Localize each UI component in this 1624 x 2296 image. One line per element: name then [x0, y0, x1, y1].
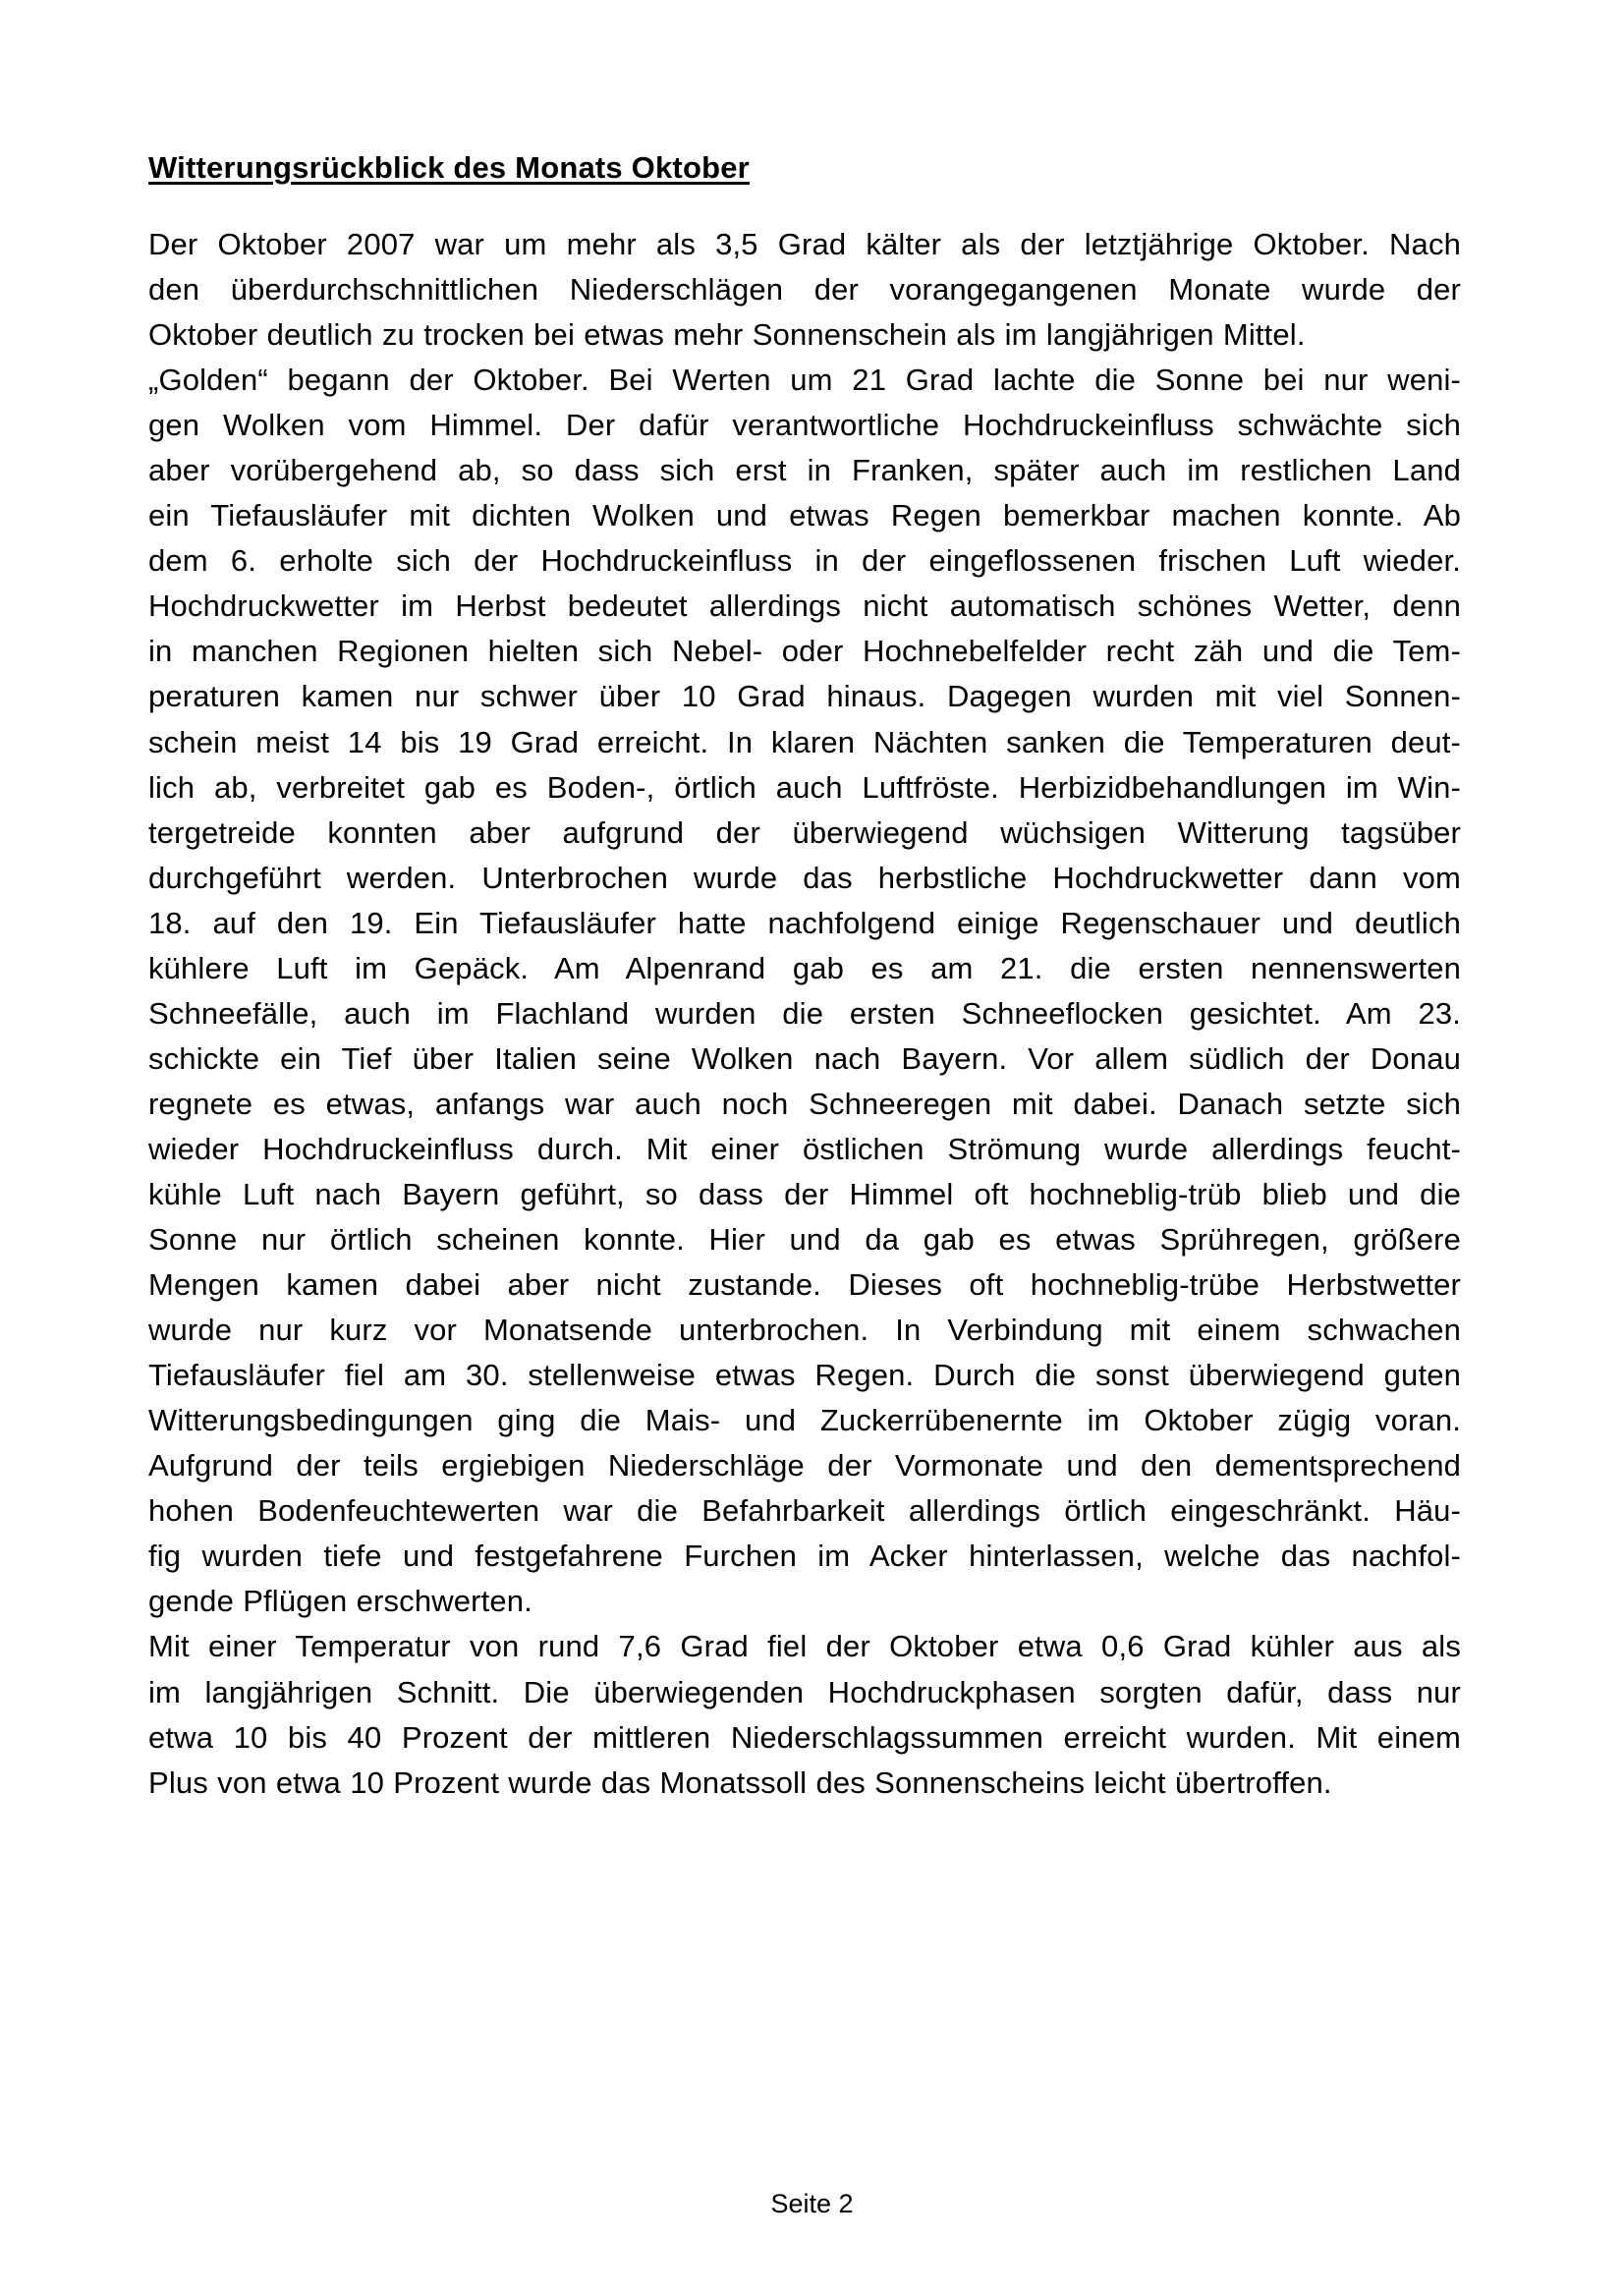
text-line: durchgeführt werden. Unterbrochen wurde das herbstliche Hochdruckwetter dann vom — [148, 860, 1461, 895]
text-line: Mit einer Temperatur von rund 7,6 Grad fiel der Oktober etwa 0,6 Grad kühler aus als — [148, 1629, 1461, 1664]
text-line: Sonne nur örtlich scheinen konnte. Hier und da gab es etwas Sprühregen, größere — [148, 1222, 1461, 1258]
text-line: schein meist 14 bis 19 Grad erreicht. In klaren Nächten sanken die Temperaturen deut- — [148, 724, 1461, 759]
page-number: Seite 2 — [770, 2189, 854, 2218]
text-line: ein Tiefausläufer mit dichten Wolken und etwas Regen bemerkbar machen konnte. Ab — [148, 498, 1461, 533]
text-line: kühlere Luft im Gepäck. Am Alpenrand gab es am 21. die ersten nennenswerten — [148, 950, 1461, 985]
page-title: Witterungsrückblick des Monats Oktober — [148, 150, 750, 185]
text-line: kühle Luft nach Bayern geführt, so dass der Himmel oft hochneblig-trüb blieb und die — [148, 1176, 1461, 1211]
text-line: Witterungsbedingungen ging die Mais- und Zuckerrübenernte im Oktober zügig voran. — [148, 1403, 1461, 1438]
paragraph — [148, 222, 1461, 358]
text-line: fig wurden tiefe und festgefahrene Furchen im Acker hinterlassen, welche das nachfol- — [148, 1539, 1461, 1574]
text-line: in manchen Regionen hielten sich Nebel- oder Hochnebelfelder recht zäh und die Tem- — [148, 634, 1461, 669]
text-line: Plus von etwa 10 Prozent wurde das Monatssoll des Sonnenscheins leicht übertroffen. — [148, 1764, 1332, 1800]
paragraph — [148, 358, 1461, 1624]
text-line: 18. auf den 19. Ein Tiefausläufer hatte nachfolgend einige Regenschauer und deutlich — [148, 905, 1461, 940]
text-line: regnete es etwas, anfangs war auch noch Schneeregen mit dabei. Danach setzte sich — [148, 1086, 1461, 1121]
text-line: peraturen kamen nur schwer über 10 Grad hinaus. Dagegen wurden mit viel Sonnen- — [148, 679, 1461, 714]
text-line: Tiefausläufer fiel am 30. stellenweise etwas Regen. Durch die sonst überwiegend guten — [148, 1358, 1461, 1393]
text-line: gen Wolken vom Himmel. Der dafür verantwortliche Hochdruckeinfluss schwächte sich — [148, 408, 1461, 443]
text-line: wurde nur kurz vor Monatsende unterbrochen. In Verbindung mit einem schwachen — [148, 1313, 1461, 1348]
text-line: lich ab, verbreitet gab es Boden-, örtlich auch Luftfröste. Herbizidbehandlungen im Win- — [148, 769, 1461, 805]
paragraph — [148, 1624, 1461, 1805]
text-line: Aufgrund der teils ergiebigen Niederschläge der Vormonate und den dementsprechend — [148, 1448, 1461, 1484]
paragraph-container — [148, 222, 1461, 1806]
text-line: wieder Hochdruckeinfluss durch. Mit einer östlichen Strömung wurde allerdings feucht- — [148, 1131, 1461, 1166]
text-line: Mengen kamen dabei aber nicht zustande. Dieses oft hochneblig-trübe Herbstwetter — [148, 1267, 1461, 1303]
text-line: Schneefälle, auch im Flachland wurden die ersten Schneeflocken gesichtet. Am 23. — [148, 995, 1461, 1031]
text-line: „Golden“ begann der Oktober. Bei Werten um 21 Grad lachte die Sonne bei nur weni- — [148, 363, 1461, 398]
text-line: aber vorübergehend ab, so dass sich erst in Franken, später auch im restlichen Land — [148, 453, 1461, 488]
text-line: schickte ein Tief über Italien seine Wolken nach Bayern. Vor allem südlich der Donau — [148, 1040, 1461, 1076]
text-line: tergetreide konnten aber aufgrund der überwiegend wüchsigen Witterung tagsüber — [148, 814, 1461, 850]
text-line: den überdurchschnittlichen Niederschlägen der vorangegangenen Monate wurde der — [148, 272, 1461, 308]
text-line: hohen Bodenfeuchtewerten war die Befahrbarkeit allerdings örtlich eingeschränkt. Häu- — [148, 1493, 1461, 1529]
text-line: Hochdruckwetter im Herbst bedeutet allerdings nicht automatisch schönes Wetter, denn — [148, 588, 1461, 624]
text-line: Der Oktober 2007 war um mehr als 3,5 Grad kälter als der letztjährige Oktober. Nach — [148, 227, 1461, 261]
text-line: Oktober deutlich zu trocken bei etwas mehr Sonnenschein als im langjährigen Mittel. — [148, 317, 1306, 353]
text-line: gende Pflügen erschwerten. — [148, 1584, 532, 1619]
text-line: etwa 10 bis 40 Prozent der mittleren Niederschlagssummen erreicht wurden. Mit einem — [148, 1719, 1461, 1755]
text-line: dem 6. erholte sich der Hochdruckeinfluss in der eingeflossenen frischen Luft wieder. — [148, 543, 1461, 579]
document-body — [148, 145, 1461, 1806]
text-line: im langjährigen Schnitt. Die überwiegenden Hochdruckphasen sorgten dafür, dass nur — [148, 1674, 1461, 1709]
